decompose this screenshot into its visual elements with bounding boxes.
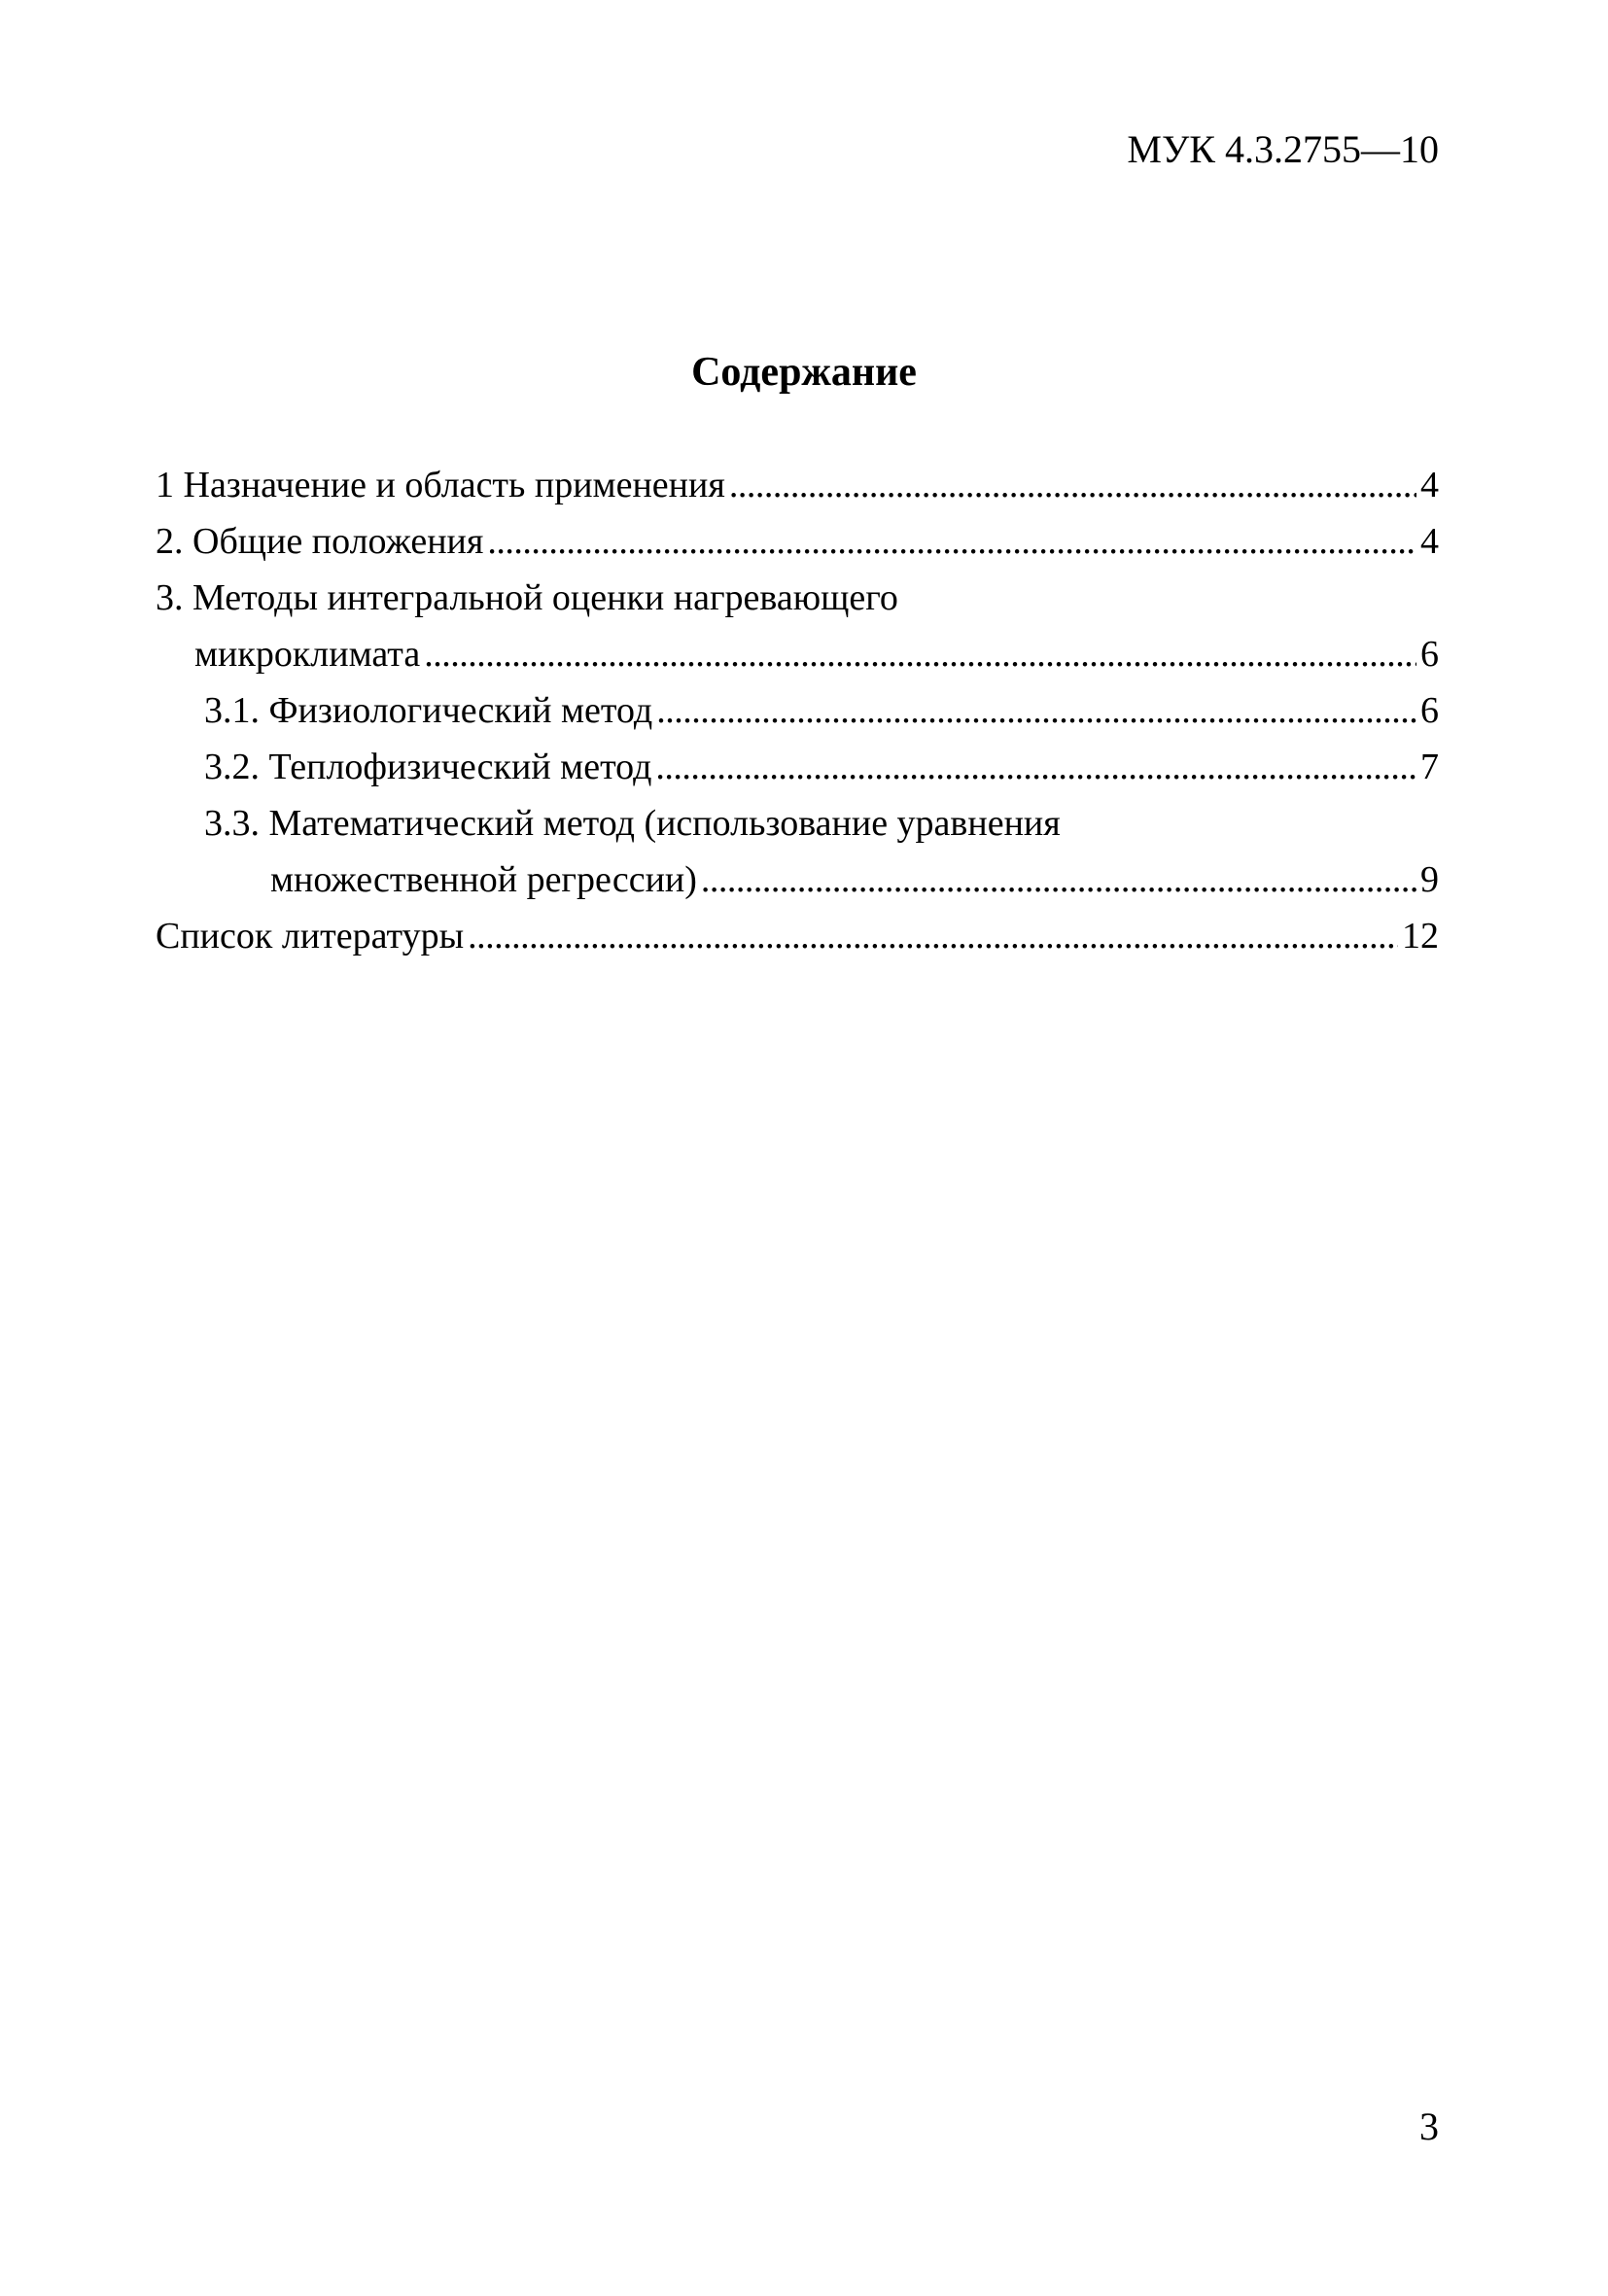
- toc-entry-text-line2: микроклимата: [194, 634, 421, 675]
- toc-entry-page: 6: [1420, 690, 1439, 731]
- document-code: МУК 4.3.2755—10: [1127, 127, 1439, 171]
- toc-entry-text: 2. Общие положения: [156, 521, 484, 562]
- toc-leader-dots: [487, 513, 1416, 570]
- toc-leader-dots: [468, 908, 1398, 964]
- table-of-contents: [156, 457, 1439, 964]
- toc-entry-1[interactable]: [156, 457, 1439, 513]
- toc-entry-page: 7: [1420, 747, 1439, 787]
- toc-entry-text-line2: множественной регрессии): [270, 859, 697, 900]
- toc-entry-text: Список литературы: [156, 916, 465, 957]
- toc-entry-2[interactable]: [156, 513, 1439, 570]
- toc-entry-3-2[interactable]: [156, 739, 1439, 795]
- toc-entry-page: 6: [1420, 634, 1439, 675]
- toc-title: Содержание: [691, 350, 917, 395]
- toc-entry-page: 12: [1402, 916, 1439, 957]
- toc-leader-dots: [701, 852, 1416, 908]
- toc-entry-page: 4: [1420, 465, 1439, 505]
- toc-entry-text: 1 Назначение и область применения: [156, 465, 725, 505]
- toc-entry-page: 4: [1420, 521, 1439, 562]
- toc-entry-text-line1: 3. Методы интегральной оценки нагревающего: [156, 577, 898, 618]
- toc-entry-text: 3.2. Теплофизический метод: [204, 747, 652, 787]
- toc-entry-3-1[interactable]: [156, 682, 1439, 739]
- toc-leader-dots: [424, 626, 1416, 682]
- toc-entry-3[interactable]: [156, 570, 1439, 682]
- page-number: 3: [1419, 2105, 1439, 2148]
- toc-leader-dots: [655, 739, 1416, 795]
- toc-leader-dots: [656, 682, 1416, 739]
- toc-entry-text: 3.1. Физиологический метод: [204, 690, 653, 731]
- toc-leader-dots: [729, 457, 1416, 513]
- toc-entry-3-3[interactable]: [156, 795, 1439, 908]
- toc-entry-text-line1: 3.3. Математический метод (использование уравнения: [204, 803, 1061, 844]
- toc-entry-page: 9: [1420, 859, 1439, 900]
- toc-entry-references[interactable]: [156, 908, 1439, 964]
